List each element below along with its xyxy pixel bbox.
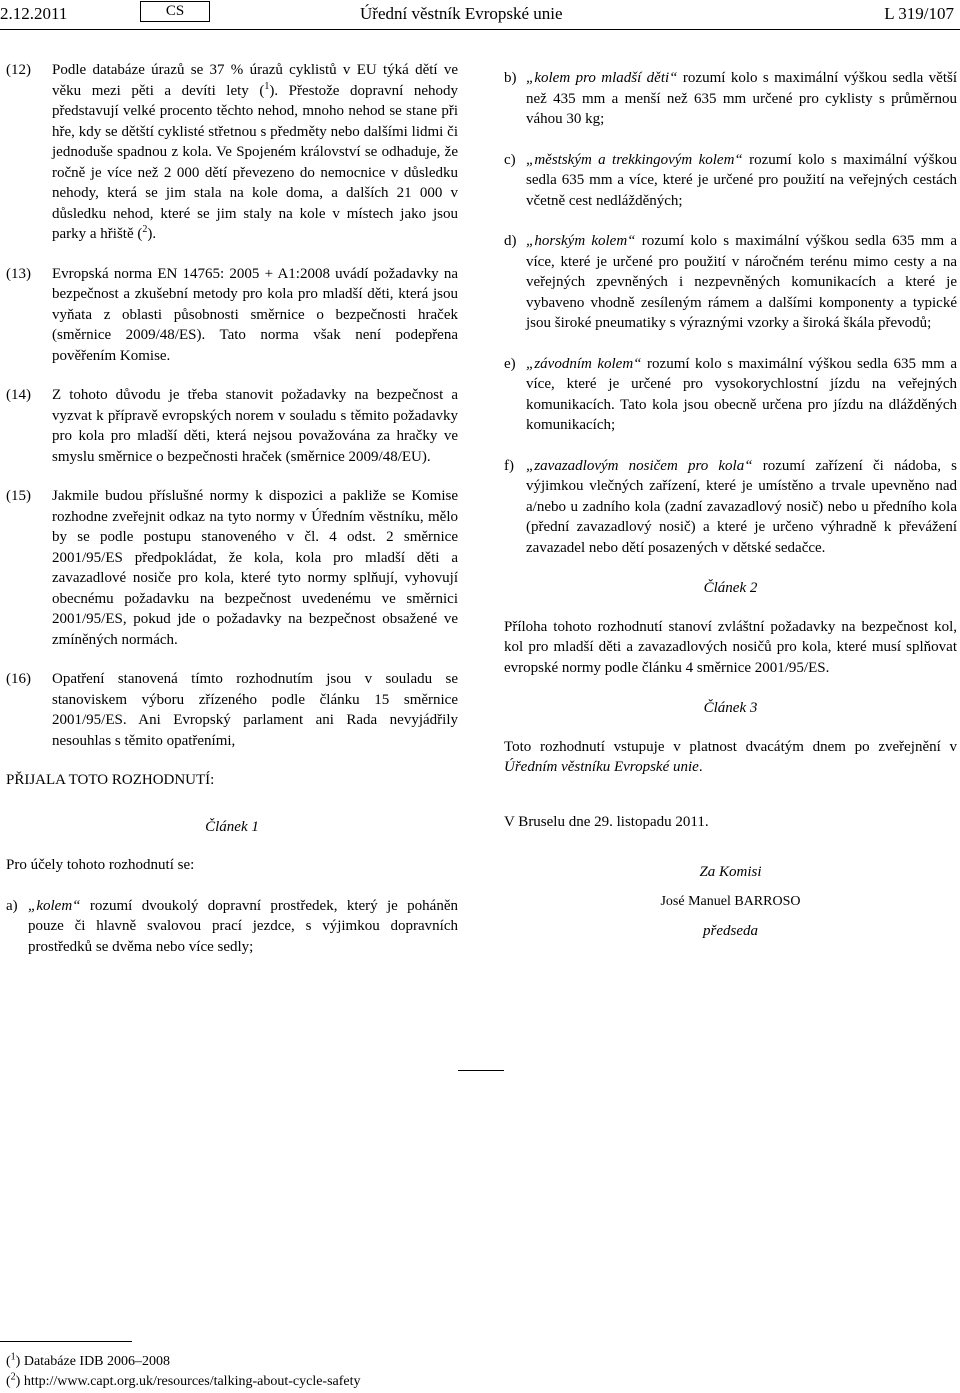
definition-text: „městským a trekkingovým kolem“ rozumí kolo s maximální výškou sedla 635 mm a více, které je určené pro použití na veřejných cestách včetně cest nedlážděných;: [526, 151, 958, 209]
recital-text: Podle databáze úrazů se 37 % úrazů cyklistů v EU týká dětí ve věku mezi pěti a devíti lety ($^1$). Přestože dopravní nehody představují velké procento těchto nehod, mnoho nehod se stane při hře, kdy se dětští cyklisté střetnou s předměty nebo dalšími lidmi či jednoduše spadnou z kola. Ve Spojeném království se odhaduje, že ročně je více než 2 000 dětí převezeno do nemocnice v důsledku nehody, která se jim stala na kole doma, a dalších 21 000 v důsledku nehod, které se jim staly na kole v místech jako jsou parky a hřiště ($^2$).: [52, 62, 458, 242]
article-2-text: Příloha tohoto rozhodnutí stanoví zvláštní požadavky na bezpečnost kol, kol pro mladší děti a zavazadlových nosičů pro kola, které musí splňovat evropské normy podle článku 4 směrnice 2001/95/ES.: [504, 618, 957, 676]
recital-number: (16): [6, 671, 31, 687]
recital-12: [6, 60, 458, 245]
journal-title: Úřední věstník Evropské unie: [360, 4, 563, 23]
article-3-heading: Článek 3: [703, 700, 758, 716]
signature-block: [504, 862, 957, 942]
footnote-rule: [0, 1341, 132, 1342]
defined-term: „horským kolem“: [526, 233, 636, 249]
recital-number: (15): [6, 488, 31, 504]
definition-e: [504, 354, 957, 436]
definition-label: a): [6, 897, 18, 914]
place-and-date: V Bruselu dne 29. listopadu 2011.: [504, 813, 709, 830]
definition-a: [6, 896, 458, 958]
recital-number: (13): [6, 265, 31, 282]
definition-label: d): [504, 233, 517, 249]
definition-label: c): [504, 151, 516, 168]
recital-text: Evropská norma EN 14765: 2005 + A1:2008 uvádí požadavky na bezpečnost a zkušební metody pro kola pro mladší děti, která jsou vyňata z oblasti působnosti směrnice o bezpečnosti hraček (směrnice 2009/48/ES). Tato norma však není podepřena pověřením Komise.: [52, 265, 458, 364]
page-header: [0, 0, 960, 30]
definition-text: „horským kolem“ rozumí kolo s maximální výškou sedla 635 mm a více, které je určené pro použití v náročném terénu mimo cesty a na veřejných zpevněných i nezpevněných komunikacích a které je vybaveno vhodně zesíleným rámem a dalšími komponenty a typické jsou široké pneumatiky s výraznými vzorky a široká škála převodů;: [526, 233, 957, 331]
article-2-heading: Článek 2: [703, 580, 758, 596]
defined-term: „kolem“: [28, 897, 81, 914]
language-code-box: CS: [140, 1, 210, 22]
defined-term: „závodním kolem“: [526, 355, 642, 372]
recital-text: Opatření stanovená tímto rozhodnutím jsou v souladu se stanoviskem výboru zřízeného podle článku 15 směrnice 2001/95/ES. Ani Evropský parlament ani Rada nevyjádřily nesouhlas s těmito opatřeními,: [52, 671, 458, 749]
definition-f: [504, 456, 957, 559]
header-date: 2.12.2011: [0, 4, 68, 23]
article-3-text: Toto rozhodnutí vstupuje v platnost dvacátým dnem po zveřejnění v Úředním věstníku Evropské unie.: [504, 738, 957, 775]
definition-b: [504, 68, 957, 130]
signatory-for: Za Komisi: [699, 864, 762, 880]
definition-text: „zavazadlovým nosičem pro kola“ rozumí zařízení či nádoba, s výjimkou vlečných zařízení, které je umístěno a trvale upevněno nad a/nebo u zadního kola (zadní zavazadlový nosič) nebo u předního kola (přední zavazadlový nosič) a které je určeno výhradně k převážení zavazadel nebo dětí posazených v dětské sedačce.: [526, 457, 958, 556]
header-rule: [0, 29, 960, 30]
signatory-title: předseda: [703, 923, 758, 939]
recital-number: (12): [6, 62, 31, 78]
definition-label: e): [504, 355, 516, 372]
footnote-1: ($^1$) Databáze IDB 2006–2008: [6, 1351, 171, 1369]
article-1-intro: Pro účely tohoto rozhodnutí se:: [6, 857, 195, 873]
defined-term: „kolem pro mladší děti“: [526, 70, 678, 86]
recital-16: [6, 669, 458, 751]
recital-15: [6, 486, 458, 650]
signatory-name: José Manuel BARROSO: [660, 893, 801, 909]
recital-text: Jakmile budou příslušné normy k dispozici a pakliže se Komise rozhodne zveřejnit odkaz na tyto normy v Úředním věstníku, mělo by se podle postupu stanoveného v čl. 4 odst. 2 směrnice 2001/95/ES předpokládat, že kola, kola pro mladší děti a zavazadlové nosiče pro kola, které tyto normy splňují, vyhovují obecnému požadavku na bezpečnost uvedenému ve směrnici 2001/95/ES, pokud jde o požadavky na bezpečnost obsažené ve zmíněných normách.: [52, 488, 458, 648]
recital-number: (14): [6, 387, 31, 403]
defined-term: „městským a trekkingovým kolem“: [526, 151, 743, 168]
recital-14: [6, 385, 458, 467]
definition-text: „závodním kolem“ rozumí kolo s maximální výškou sedla 635 mm a více, které je určené pro vysokorychlostní jízdu na veřejných komunikacích. Tato kola jsou obecně určena pro jízdu na dlážděných komunikacích;: [526, 355, 957, 433]
footnote-ref-2[interactable]: 2: [142, 224, 148, 235]
defined-term: „zavazadlovým nosičem pro kola“: [526, 457, 753, 474]
adoption-statement: PŘIJALA TOTO ROZHODNUTÍ:: [6, 772, 215, 788]
left-column: [6, 60, 458, 977]
article-1-heading: Článek 1: [205, 818, 259, 835]
definition-text: „kolem pro mladší děti“ rozumí kolo s maximální výškou sedla větší než 435 mm a menší než 635 mm určené pro cyklisty s průměrnou váhou 30 kg;: [526, 70, 958, 127]
definition-c: [504, 150, 957, 212]
journal-name: Úředním věstníku Evropské unie: [504, 759, 699, 775]
footnote-ref-1[interactable]: 1: [264, 80, 270, 92]
definition-text: „kolem“ rozumí dvoukolý dopravní prostředek, který je poháněn pouze či hlavně svalovou prací jezdce, s výjimkou dopravních prostředků se dvěma nebo více sedly;: [28, 897, 458, 955]
page-reference: L 319/107: [884, 4, 954, 23]
footnote-link[interactable]: http://www.capt.org.uk/resources/talking-about-cycle-safety: [20, 1374, 361, 1389]
recital-text: Z tohoto důvodu je třeba stanovit požadavky na bezpečnost a vyzvat k přípravě evropských norem v souladu s těmito požadavky pro kola pro mladší děti, která nejsou považována za hračky ve smyslu směrnice o bezpečnosti hraček (směrnice 2009/48/EU).: [52, 387, 458, 465]
definition-label: b): [504, 70, 517, 86]
right-column: [504, 68, 957, 951]
footnote-2: ($^2$) http://www.capt.org.uk/resources/talking-about-cycle-safety: [6, 1371, 361, 1389]
definition-d: [504, 231, 957, 334]
end-separator-rule: [458, 1070, 504, 1071]
recital-13: [6, 264, 458, 367]
definition-label: f): [504, 457, 514, 474]
